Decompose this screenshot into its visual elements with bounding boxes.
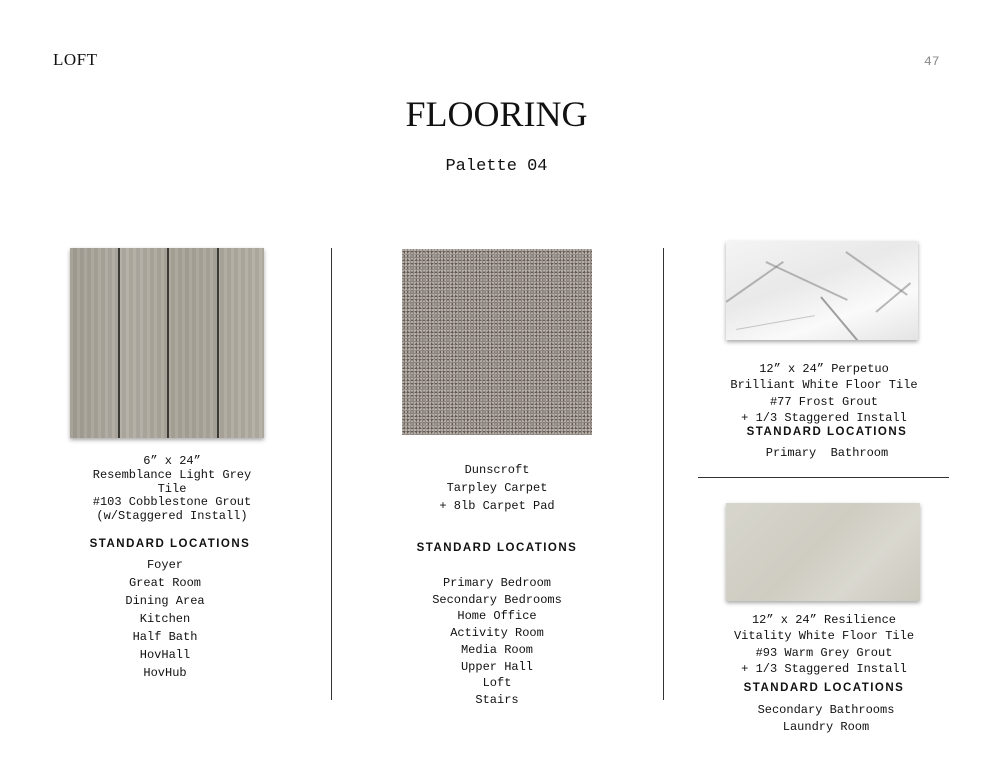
description-line: + 1/3 Staggered Install (741, 661, 907, 676)
description-line: + 1/3 Staggered Install (741, 410, 907, 425)
description-line: + 8lb Carpet Pad (439, 499, 555, 513)
description-line: (w/Staggered Install) (96, 509, 248, 524)
column-divider-2 (663, 248, 664, 700)
location-item: Secondary Bedrooms (432, 592, 562, 607)
marble-tile-swatch (726, 241, 918, 340)
location-item: Laundry Room (782, 719, 870, 734)
description-line: 12” x 24” Perpetuo (759, 362, 889, 376)
location-item: Upper Hall (460, 659, 533, 674)
description-line: Resemblance Light Grey (92, 467, 252, 482)
locations-heading: STANDARD LOCATIONS (89, 538, 251, 550)
locations-heading: STANDARD LOCATIONS (746, 426, 908, 438)
locations-list-1 (70, 556, 260, 682)
description-line: Vitality White Floor Tile (733, 629, 915, 644)
description-line: #103 Cobblestone Grout (92, 495, 252, 510)
column-divider-1 (331, 248, 332, 700)
location-item: HovHub (143, 666, 187, 680)
location-item: Media Room (460, 642, 533, 657)
tile-description-1 (70, 455, 274, 524)
location-item: Secondary Bathrooms (757, 703, 895, 717)
description-line: Dunscroft (464, 463, 530, 477)
description-line: 6” x 24” (143, 454, 201, 468)
description-line: #77 Frost Grout (769, 394, 879, 409)
carpet-description (397, 461, 597, 515)
stone-tile-swatch (726, 503, 920, 601)
location-item: Dining Area (125, 594, 205, 608)
location-item: HovHall (139, 648, 191, 662)
page-title: FLOORING (405, 94, 588, 134)
tile-divider (698, 477, 949, 478)
description-line: #93 Warm Grey Grout (755, 645, 893, 660)
page-number: 47 (924, 54, 940, 69)
wood-tile-swatch (70, 248, 264, 438)
locations-list-3 (727, 446, 927, 460)
location-item: Loft (482, 676, 512, 691)
description-line: 12” x 24” Resilience (751, 613, 897, 627)
location-item: Primary Bedroom (442, 576, 552, 590)
palette-subtitle: Palette 04 (445, 157, 548, 176)
location-item: Home Office (457, 609, 537, 624)
location-item: Great Room (128, 576, 201, 590)
location-item: Kitchen (139, 612, 191, 626)
locations-list-4 (726, 702, 926, 735)
tile-description-3 (718, 612, 930, 677)
tile-description-2 (718, 361, 930, 426)
location-item: Foyer (146, 558, 183, 572)
description-line: Brilliant White Floor Tile (730, 378, 918, 393)
location-item: Stairs (475, 692, 519, 707)
brand-label: LOFT (53, 50, 98, 69)
description-line: Tarpley Carpet (446, 481, 548, 495)
location-item: Half Bath (132, 630, 198, 644)
locations-heading: STANDARD LOCATIONS (743, 682, 905, 694)
locations-heading: STANDARD LOCATIONS (416, 542, 578, 554)
description-line: Tile (157, 481, 187, 496)
location-item: Primary Bathroom (765, 446, 889, 460)
location-item: Activity Room (450, 626, 544, 641)
locations-list-2 (397, 575, 597, 709)
carpet-swatch (402, 249, 592, 435)
